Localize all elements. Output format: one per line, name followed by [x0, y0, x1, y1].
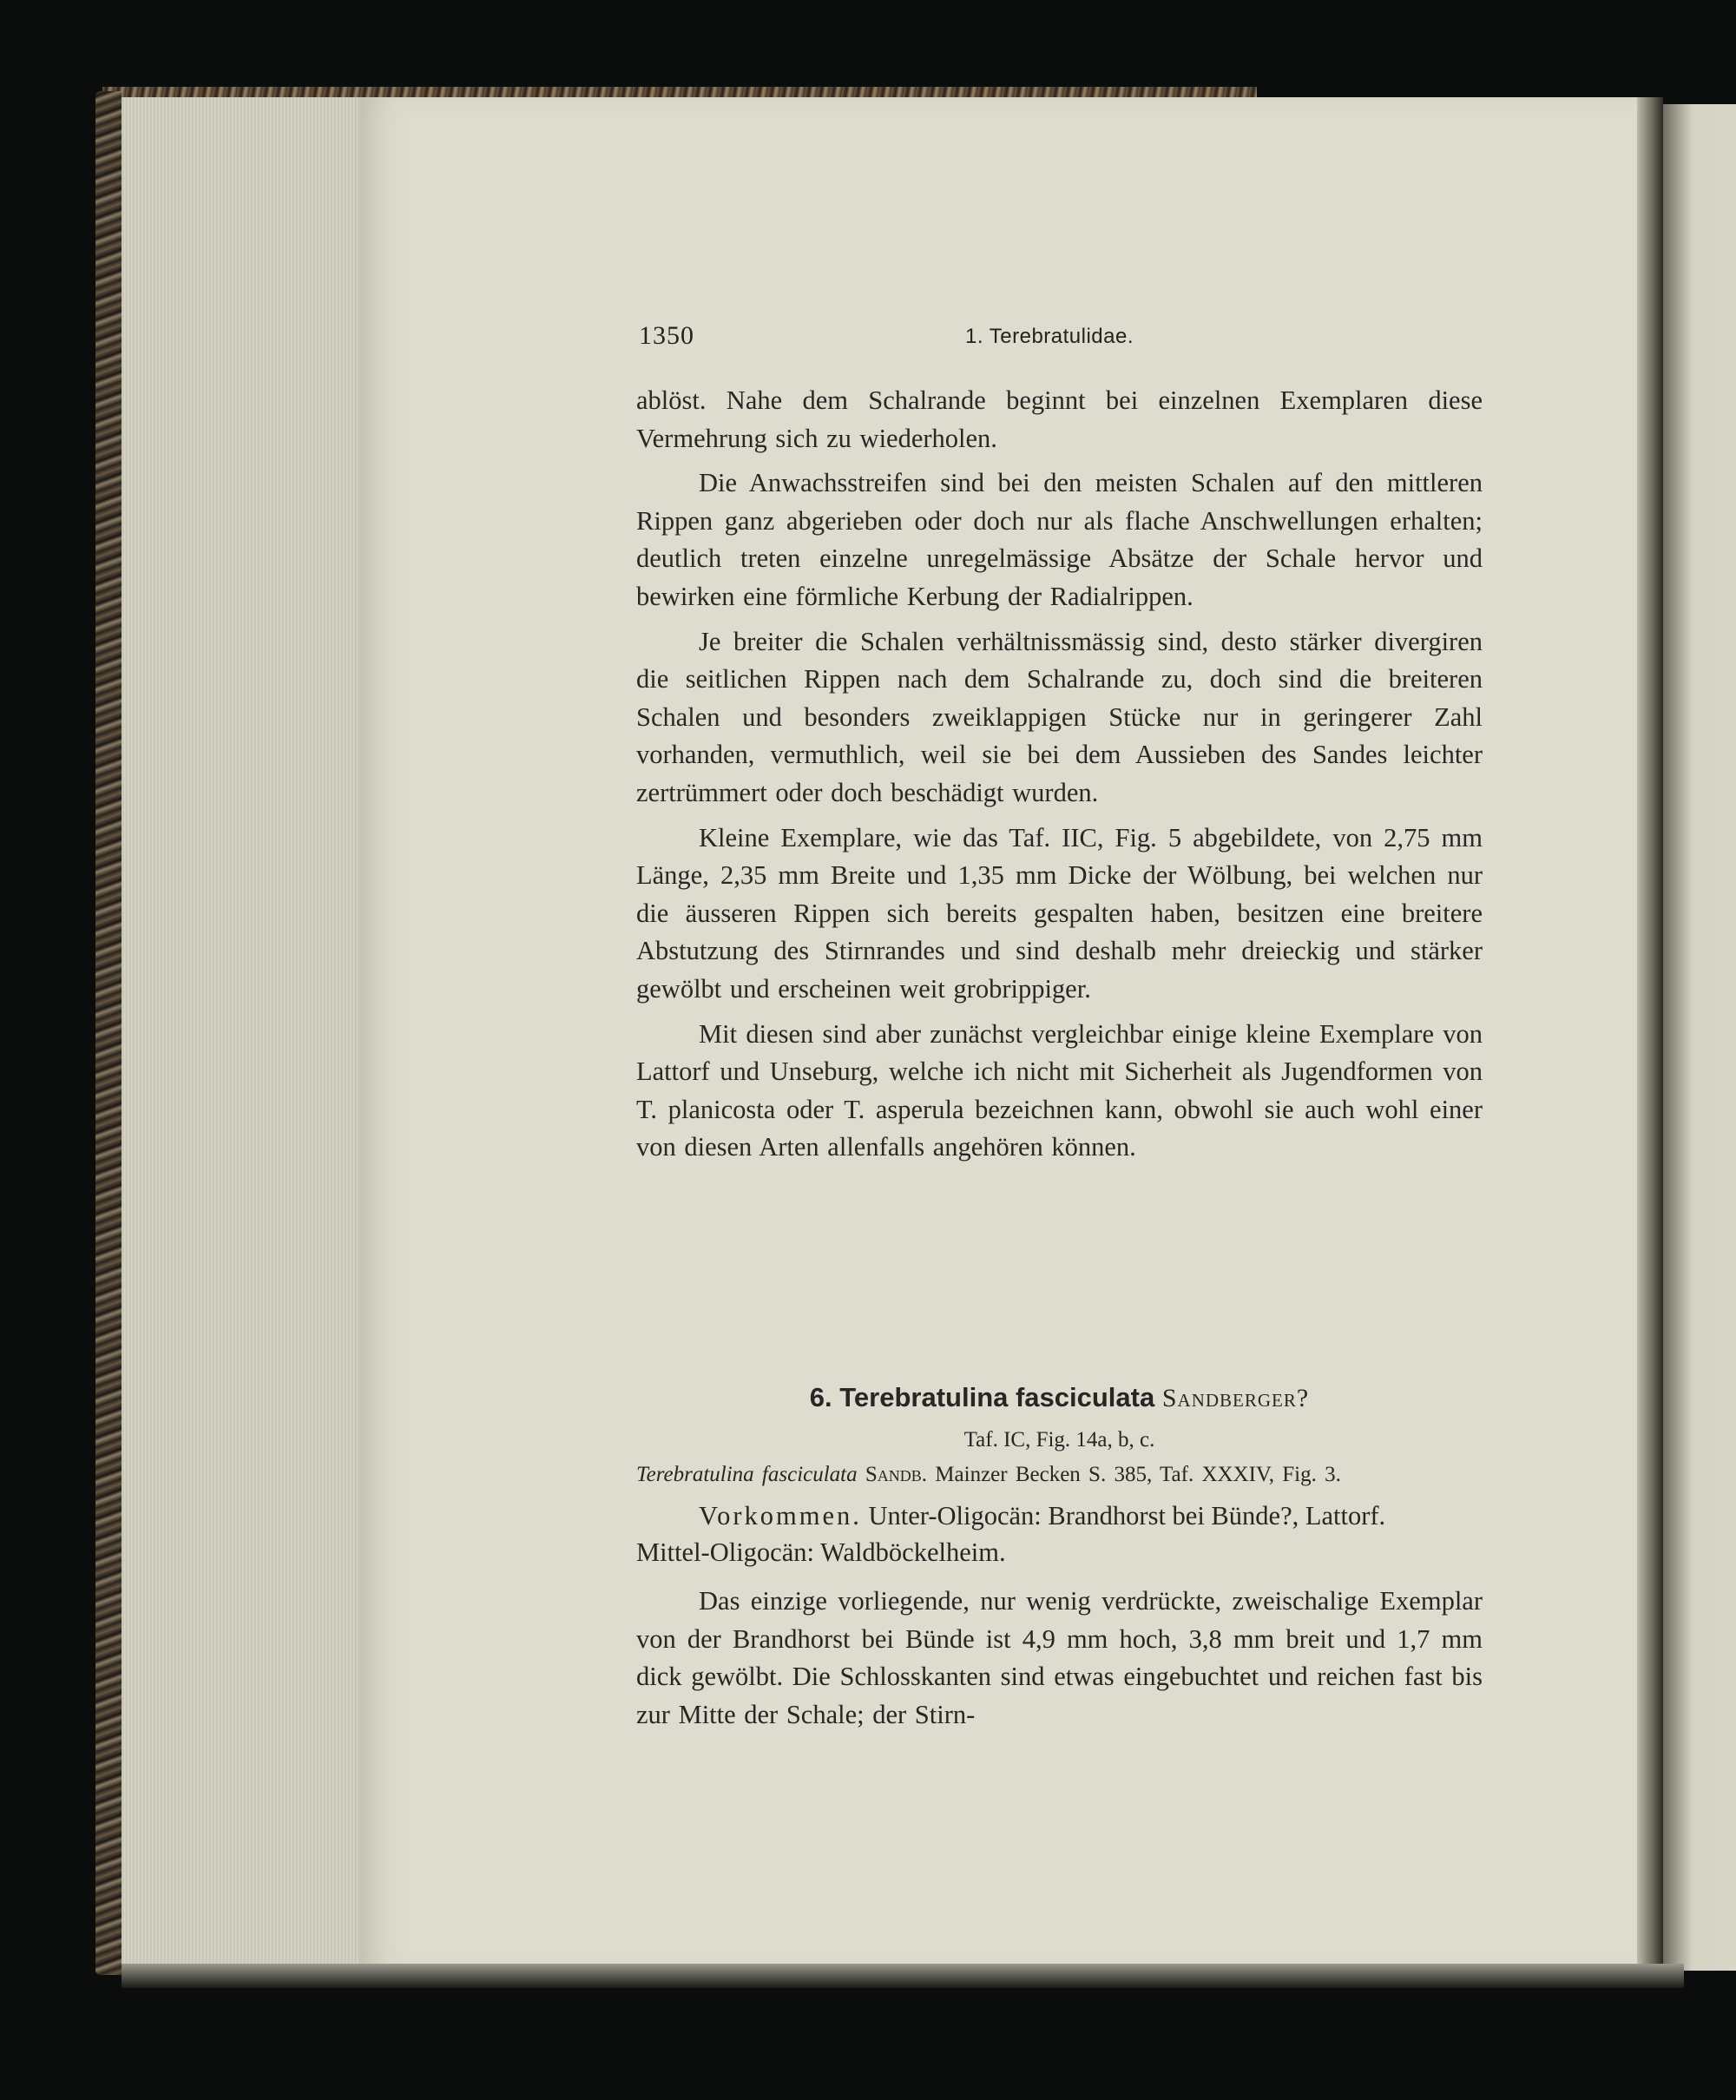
occurrence-line — [699, 1498, 1483, 1534]
running-title: 1. Terebratulidae. — [965, 325, 1134, 348]
occurrence-label: Vorkommen. — [699, 1501, 862, 1531]
paragraph: ablöst. Nahe dem Schalrande beginnt bei einzelnen Exemplaren diese Vermehrung sich zu wiederholen. — [636, 385, 1483, 453]
marbled-spine — [95, 91, 122, 1975]
section-heading — [636, 1379, 1483, 1418]
page-stack-edge — [122, 97, 365, 1972]
paragraph: Je breiter die Schalen verhältnissmässig sind, desto stärker divergiren die seitlichen Rippen nach dem Schalrande zu, doch sind die breiteren Schalen und besonders zweiklappigen Stücke nur in geringerer Zahl vorhanden, vermuthlich, weil sie bei dem Aussieben des Sandes leichter zertrümmert oder doch beschädigt wurden. — [636, 626, 1483, 807]
paragraph: Die Anwachsstreifen sind bei den meisten Schalen auf den mittleren Rippen ganz abgerieben oder doch nur als flache Anschwellungen erhalten; deutlich treten einzelne unregelmässige Absätze der Schale hervor und bewirken eine förmliche Kerbung der Radialrippen. — [636, 468, 1483, 611]
bottom-shadow — [122, 1964, 1684, 1988]
paragraph: Kleine Exemplare, wie das Taf. IIC, Fig. 5 abgebildete, von 2,75 mm Länge, 2,35 mm Breite und 1,35 mm Dicke der Wölbung, bei welchen nur die äusseren Rippen sich bereits gespalten haben, besitzen eine breitere Abstutzung des Stirnrandes und sind deshalb mehr dreieckig und stärker gewölbt und erscheinen weit grobrippiger. — [636, 822, 1483, 1004]
occurrence-middle: Mittel-Oligocän: Waldböckelheim. — [636, 1537, 1006, 1567]
reference-details: Mainzer Becken S. 385, Taf. XXXIV, Fig. 3. — [935, 1463, 1341, 1486]
body-text — [636, 382, 1483, 1167]
plate-reference: Taf. IC, Fig. 14a, b, c. — [963, 1428, 1155, 1452]
facing-page-edge — [1663, 104, 1736, 1971]
occurrence-lower: Unter-Oligocän: Brandhorst bei Bünde?, Lattorf. — [868, 1501, 1386, 1531]
reference-name: Terebratulina fasciculata — [636, 1463, 858, 1486]
page-number: 1350 — [639, 321, 694, 350]
section-number: 6. — [809, 1382, 832, 1412]
page-gutter — [1637, 97, 1663, 1972]
running-header — [639, 321, 1246, 356]
paragraph: Mit diesen sind aber zunächst vergleichbar einige kleine Exemplare von Lattorf und Unseburg, welche ich nicht mit Sicherheit als Jugendformen von T. planicosta oder T. asperula bezeichnen kann, obwohl sie auch wohl einer von diesen Arten allenfalls angehören können. — [636, 1018, 1483, 1162]
species-author: Sandberger? — [1161, 1384, 1310, 1412]
species-name: Terebratulina fasciculata — [839, 1382, 1155, 1412]
species-section — [636, 1379, 1483, 1734]
reference-author: Sandb. — [865, 1463, 928, 1486]
section-paragraph: Das einzige vorliegende, nur wenig verdrückte, zweischalige Exemplar von der Brandhorst bei Bünde ist 4,9 mm hoch, 3,8 mm breit und 1,7 mm dick gewölbt. Die Schlosskanten sind etwas eingebuchtet und reichen fast bis zur Mitte der Schale; der Stirn- — [636, 1586, 1483, 1729]
literature-reference — [636, 1458, 1483, 1492]
